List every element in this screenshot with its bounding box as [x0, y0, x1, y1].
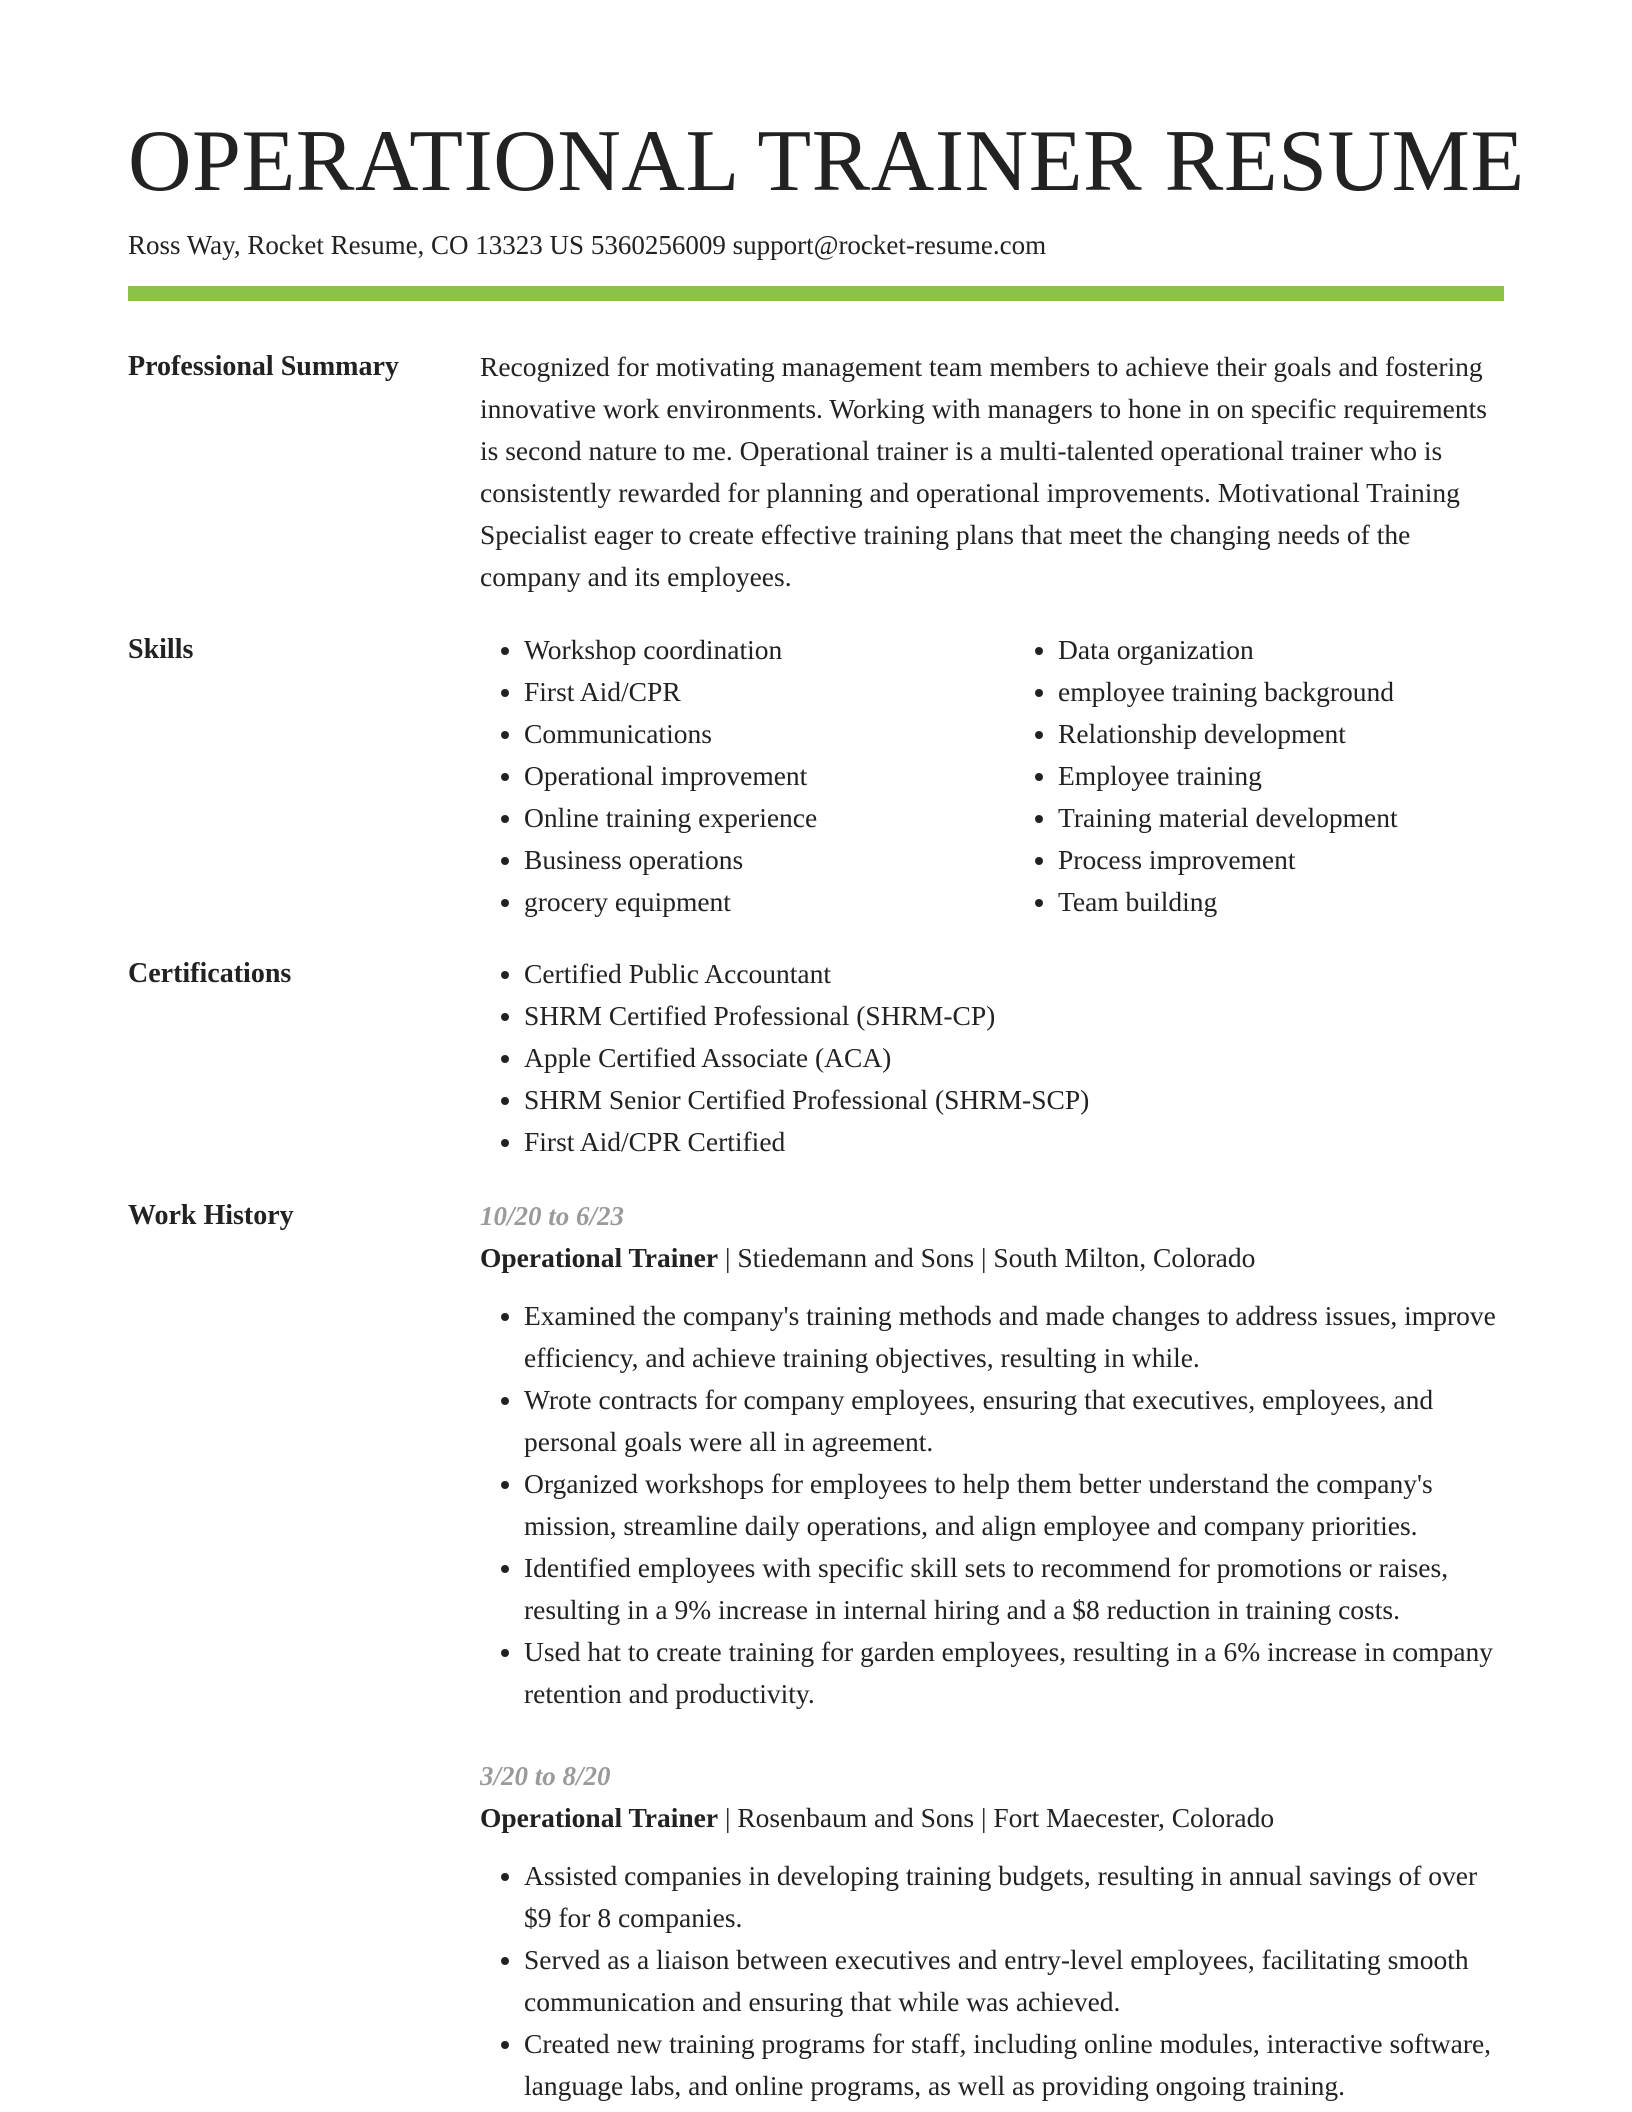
list-item: • Online training experience	[524, 797, 970, 839]
list-item: • Examined the company's training methods and made changes to address issues, improve efficiency, and achieve training objectives, resulting in while.	[524, 1295, 1504, 1379]
list-item: • Certified Public Accountant	[524, 953, 1504, 995]
accent-divider	[128, 286, 1504, 301]
list-item: • Training material development	[1058, 797, 1504, 839]
job-dates: 10/20 to 6/23	[480, 1201, 625, 1231]
list-item: • Assisted companies in developing training budgets, resulting in annual savings of over $9 for 8 companies.	[524, 1855, 1504, 1939]
job-bullets	[480, 1855, 1504, 2107]
skills-list-right	[1014, 629, 1504, 923]
certifications-heading: Certifications	[128, 958, 292, 989]
job-entry	[480, 1755, 1504, 2107]
job-role-line	[480, 1237, 1504, 1279]
summary-section	[480, 346, 1504, 598]
certifications-section	[480, 953, 1504, 1163]
list-item: • Identified employees with specific skill sets to recommend for promotions or raises, resulting in a 9% increase in internal hiring and a $8 reduction in training costs.	[524, 1547, 1504, 1631]
list-item: • First Aid/CPR Certified	[524, 1121, 1504, 1163]
list-item: • Process improvement	[1058, 839, 1504, 881]
list-item: • Used hat to create training for garden employees, resulting in a 6% increase in company retention and productivity.	[524, 1631, 1504, 1715]
list-item: • SHRM Senior Certified Professional (SHRM-SCP)	[524, 1079, 1504, 1121]
list-item: • Business operations	[524, 839, 970, 881]
work-history-heading: Work History	[128, 1200, 294, 1231]
list-item: • Wrote contracts for company employees, ensuring that executives, employees, and personal goals were all in agreement.	[524, 1379, 1504, 1463]
job-bullets	[480, 1295, 1504, 1715]
list-item: • Workshop coordination	[524, 629, 970, 671]
skills-section	[480, 629, 1504, 923]
summary-text: Recognized for motivating management team members to achieve their goals and fostering innovative work environments. Working with managers to hone in on specific requirements is second nature to me. Operational trainer is a multi-talented operational trainer who is consistently rewarded for planning and operational improvements. Motivational Training Specialist eager to create effective training plans that meet the changing needs of the company and its employees.	[480, 351, 1487, 592]
list-item: • Team building	[1058, 881, 1504, 923]
list-item: • Relationship development	[1058, 713, 1504, 755]
list-item: • Communications	[524, 713, 970, 755]
skills-list-left	[480, 629, 970, 923]
job-employer-location: | Rosenbaum and Sons | Fort Maecester, Colorado	[718, 1802, 1275, 1833]
list-item: • Apple Certified Associate (ACA)	[524, 1037, 1504, 1079]
summary-heading: Professional Summary	[128, 351, 399, 382]
list-item: • First Aid/CPR	[524, 671, 970, 713]
list-item: • SHRM Certified Professional (SHRM-CP)	[524, 995, 1504, 1037]
list-item: • Data organization	[1058, 629, 1504, 671]
skills-heading: Skills	[128, 634, 194, 665]
list-item: • employee training background	[1058, 671, 1504, 713]
job-title: Operational Trainer	[480, 1802, 719, 1833]
list-item: • Employee training	[1058, 755, 1504, 797]
job-dates: 3/20 to 8/20	[480, 1761, 611, 1791]
job-role-line	[480, 1797, 1504, 1839]
certifications-list	[480, 953, 1504, 1163]
job-entry	[480, 1195, 1504, 1715]
list-item: • Organized workshops for employees to help them better understand the company's mission, streamline daily operations, and align employee and company priorities.	[524, 1463, 1504, 1547]
resume-title: OPERATIONAL TRAINER RESUME	[128, 113, 1525, 210]
list-item: • Created new training programs for staff, including online modules, interactive software, language labs, and online programs, as well as providing ongoing training.	[524, 2023, 1504, 2107]
work-history-section	[480, 1195, 1504, 2107]
job-employer-location: | Stiedemann and Sons | South Milton, Colorado	[718, 1242, 1256, 1273]
job-title: Operational Trainer	[480, 1242, 719, 1273]
list-item: • Operational improvement	[524, 755, 970, 797]
list-item: • grocery equipment	[524, 881, 970, 923]
contact-line: Ross Way, Rocket Resume, CO 13323 US 5360256009 support@rocket-resume.com	[128, 230, 1047, 260]
list-item: • Served as a liaison between executives and entry-level employees, facilitating smooth communication and ensuring that while was achieved.	[524, 1939, 1504, 2023]
